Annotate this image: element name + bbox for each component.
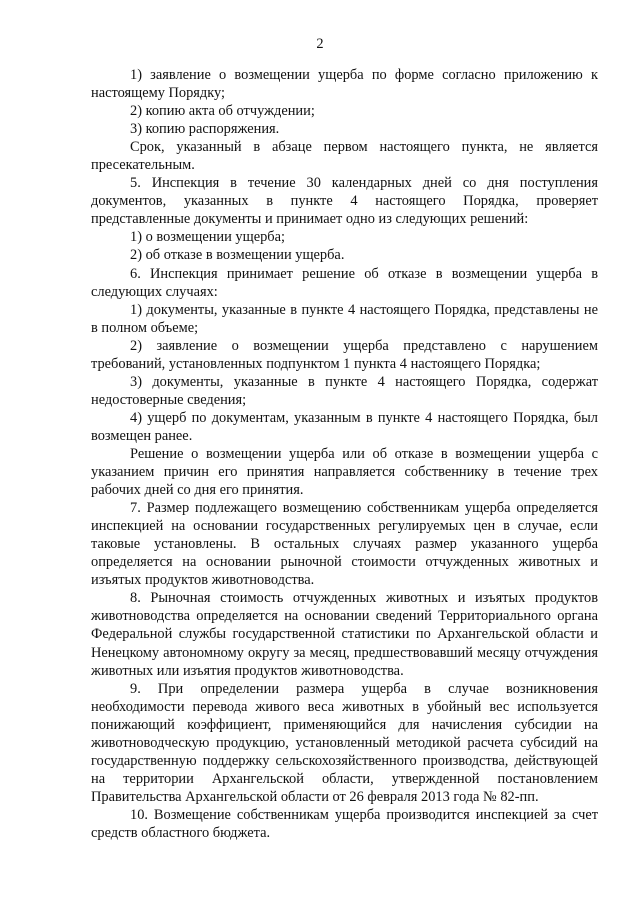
paragraph-item-9: 9. При определении размера ущерба в случае возникновения необходимости перевода живого веса животных в убойный вес используется понижающий коэффициент, применяющийся для начисления субсидии на животноводческую продукцию, установленный методикой расчета субсидий на государственную поддержку сельскохозяйственного производства, действующей на территории Архангельской области, утвержденной постановлением Правительства Архангельской области от 26 февраля 2013 года № 82-пп.: [91, 680, 598, 805]
list-item-application: 1) заявление о возмещении ущерба по форме согласно приложению к настоящему Порядку;: [91, 67, 598, 102]
list-item-already-compensated: 4) ущерб по документам, указанным в пункте 4 настоящего Порядка, был возмещен ранее.: [91, 409, 598, 444]
page-number: 2: [316, 36, 324, 52]
list-item-incomplete-documents: 1) документы, указанные в пункте 4 настоящего Порядка, представлены не в полном объеме;: [91, 301, 598, 336]
document-body: [91, 66, 598, 842]
list-item-decision-compensate: 1) о возмещении ущерба;: [130, 229, 285, 246]
paragraph-decision-notice: Решение о возмещении ущерба или об отказе в возмещении ущерба с указанием причин его принятия направляется собственнику в течение трех рабочих дней со дня его принятия.: [91, 445, 598, 499]
list-item-decision-refuse: 2) об отказе в возмещении ущерба.: [130, 247, 345, 264]
paragraph-item-8: 8. Рыночная стоимость отчужденных животных и изъятых продуктов животноводства определяется на основании сведений Территориального органа Федеральной службы государственной статистики по Архангельской области и Ненецкому автономному округу за месяц, предшествовавший месяцу отчуждения животных или изъятия продуктов животноводства.: [91, 590, 598, 679]
paragraph-item-6: 6. Инспекция принимает решение об отказе в возмещении ущерба в следующих случаях:: [91, 265, 598, 300]
paragraph-deadline-note: Срок, указанный в абзаце первом настоящего пункта, не является пресекательным.: [91, 139, 598, 174]
list-item-order-copy: 3) копию распоряжения.: [130, 121, 280, 138]
list-item-alienation-act: 2) копию акта об отчуждении;: [130, 103, 315, 120]
paragraph-item-5: 5. Инспекция в течение 30 календарных дней со дня поступления документов, указанных в пункте 4 настоящего Порядка, проверяет представленные документы и принимает одно из следующих решений:: [91, 175, 598, 228]
paragraph-item-10: 10. Возмещение собственникам ущерба производится инспекцией за счет средств областного бюджета.: [91, 806, 598, 841]
list-item-requirements-violation: 2) заявление о возмещении ущерба представлено с нарушением требований, установленных подпунктом 1 пункта 4 настоящего Порядка;: [91, 337, 598, 372]
paragraph-item-7: 7. Размер подлежащего возмещению собственникам ущерба определяется инспекцией на основании государственных регулируемых цен в случае, если таковые установлены. В остальных случаях размер указанного ущерба определяется на основании рыночной стоимости отчужденных животных и изъятых продуктов животноводства.: [91, 500, 598, 589]
list-item-false-information: 3) документы, указанные в пункте 4 настоящего Порядка, содержат недостоверные сведения;: [91, 373, 598, 408]
